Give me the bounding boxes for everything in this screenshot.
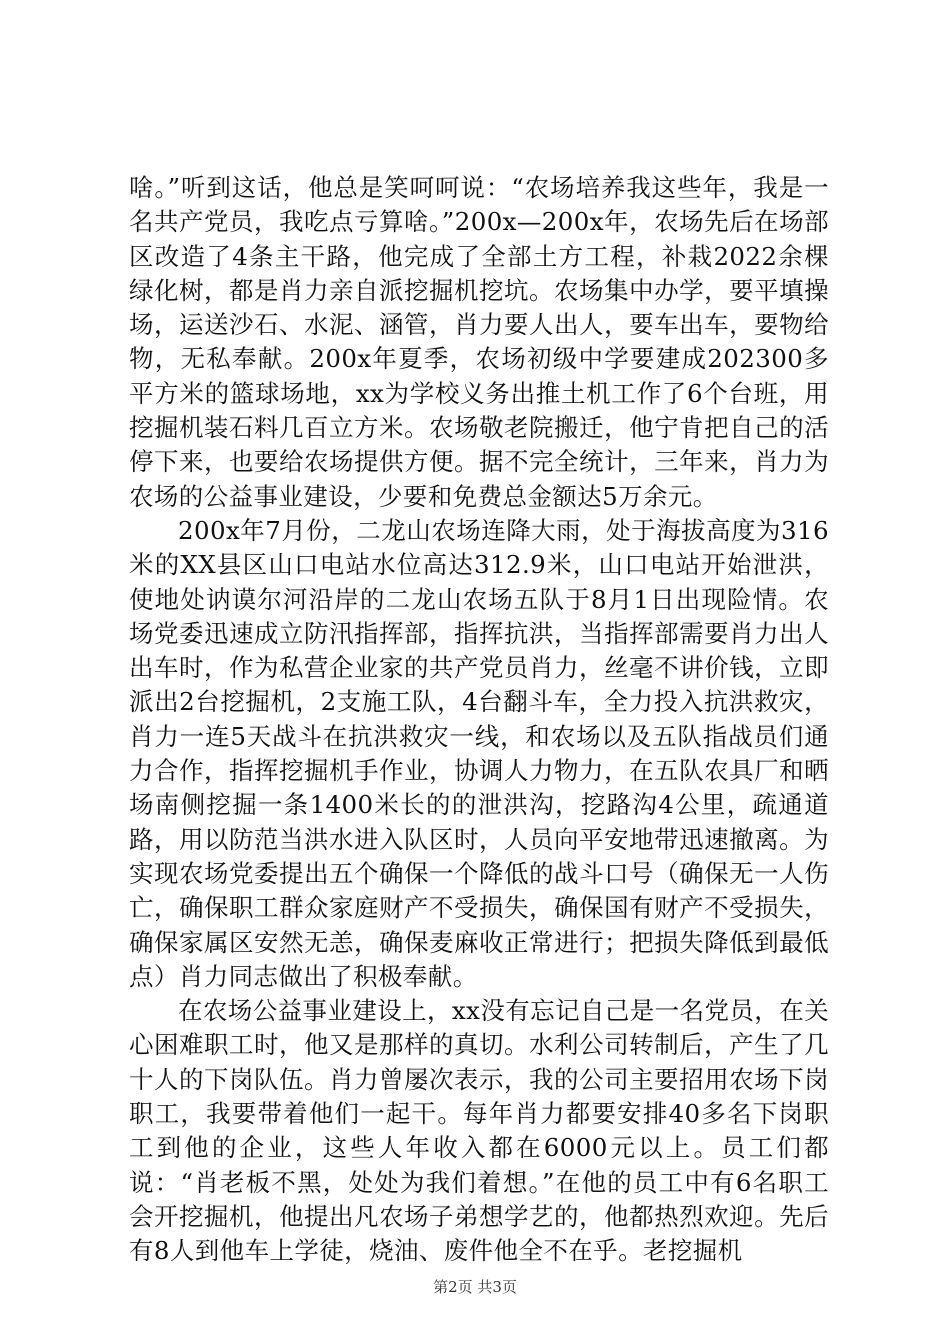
paragraph-1: 啥。”听到这话，他总是笑呵呵说：“农场培养我这些年，我是一名共产党员，我吃点亏算啥。”200x—200x年，农场先后在场部区改造了4条主干路，他完成了全部土方工程，补栽2022余棵绿化树，都是肖力亲自派挖掘机挖坑。农场集中办学，要平填操场，运送沙石、水泥、涵管，肖力要人出人，要车出车，要物给物，无私奉献。200x年夏季，农场初级中学要建成202300多平方米的篮球场地，xx为学校义务出推土机工作了6个台班，用挖掘机装石料几百立方米。农场敬老院搬迁，他宁肯把自己的活停下来，也要给农场提供方便。据不完全统计，三年来，肖力为农场的公益事业建设，少要和免费总金额达5万余元。 [129, 173, 829, 511]
paragraph-2: 200x年7月份，二龙山农场连降大雨，处于海拔高度为316米的XX县区山口电站水位高达312.9米，山口电站开始泄洪，使地处讷谟尔河沿岸的二龙山农场五队于8月1日出现险情。农场党委迅速成立防汛指挥部，指挥抗洪，当指挥部需要肖力出人出车时，作为私营企业家的共产党员肖力，丝毫不讲价钱，立即派出2台挖掘机，2支施工队，4台翻斗车，全力投入抗洪救灾，肖力一连5天战斗在抗洪救灾一线，和农场以及五队指战员们通力合作，指挥挖掘机手作业，协调人力物力，在五队农具厂和晒场南侧挖掘一条1400米长的的泄洪沟，挖路沟4公里，疏通道路，用以防范当洪水进入队区时，人员向平安地带迅速撤离。为实现农场党委提出五个确保一个降低的战斗口号（确保无一人伤亡，确保职工群众家庭财产不受损失，确保国有财产不受损失，确保家属区安然无恙，确保麦麻收正常进行；把损失降低到最低点）肖力同志做出了积极奉献。 [129, 515, 829, 991]
paragraph-3: 在农场公益事业建设上，xx没有忘记自己是一名党员，在关心困难职工时，他又是那样的真切。水利公司转制后，产生了几十人的下岗队伍。肖力曾屡次表示，我的公司主要招用农场下岗职工，我要带着他们一起干。每年肖力都要安排40多名下岗职工到他的企业，这些人年收入都在6000元以上。员工们都说：“肖老板不黑，处处为我们着想。”在他的员工中有6名职工会开挖掘机，他提出凡农场子弟想学艺的，他都热烈欢迎。先后有8人到他车上学徒，烧油、废件他全不在乎。老挖掘机 [129, 996, 829, 1266]
page-footer: 第2页 共3页 [433, 1278, 517, 1296]
document-body [129, 171, 829, 1269]
